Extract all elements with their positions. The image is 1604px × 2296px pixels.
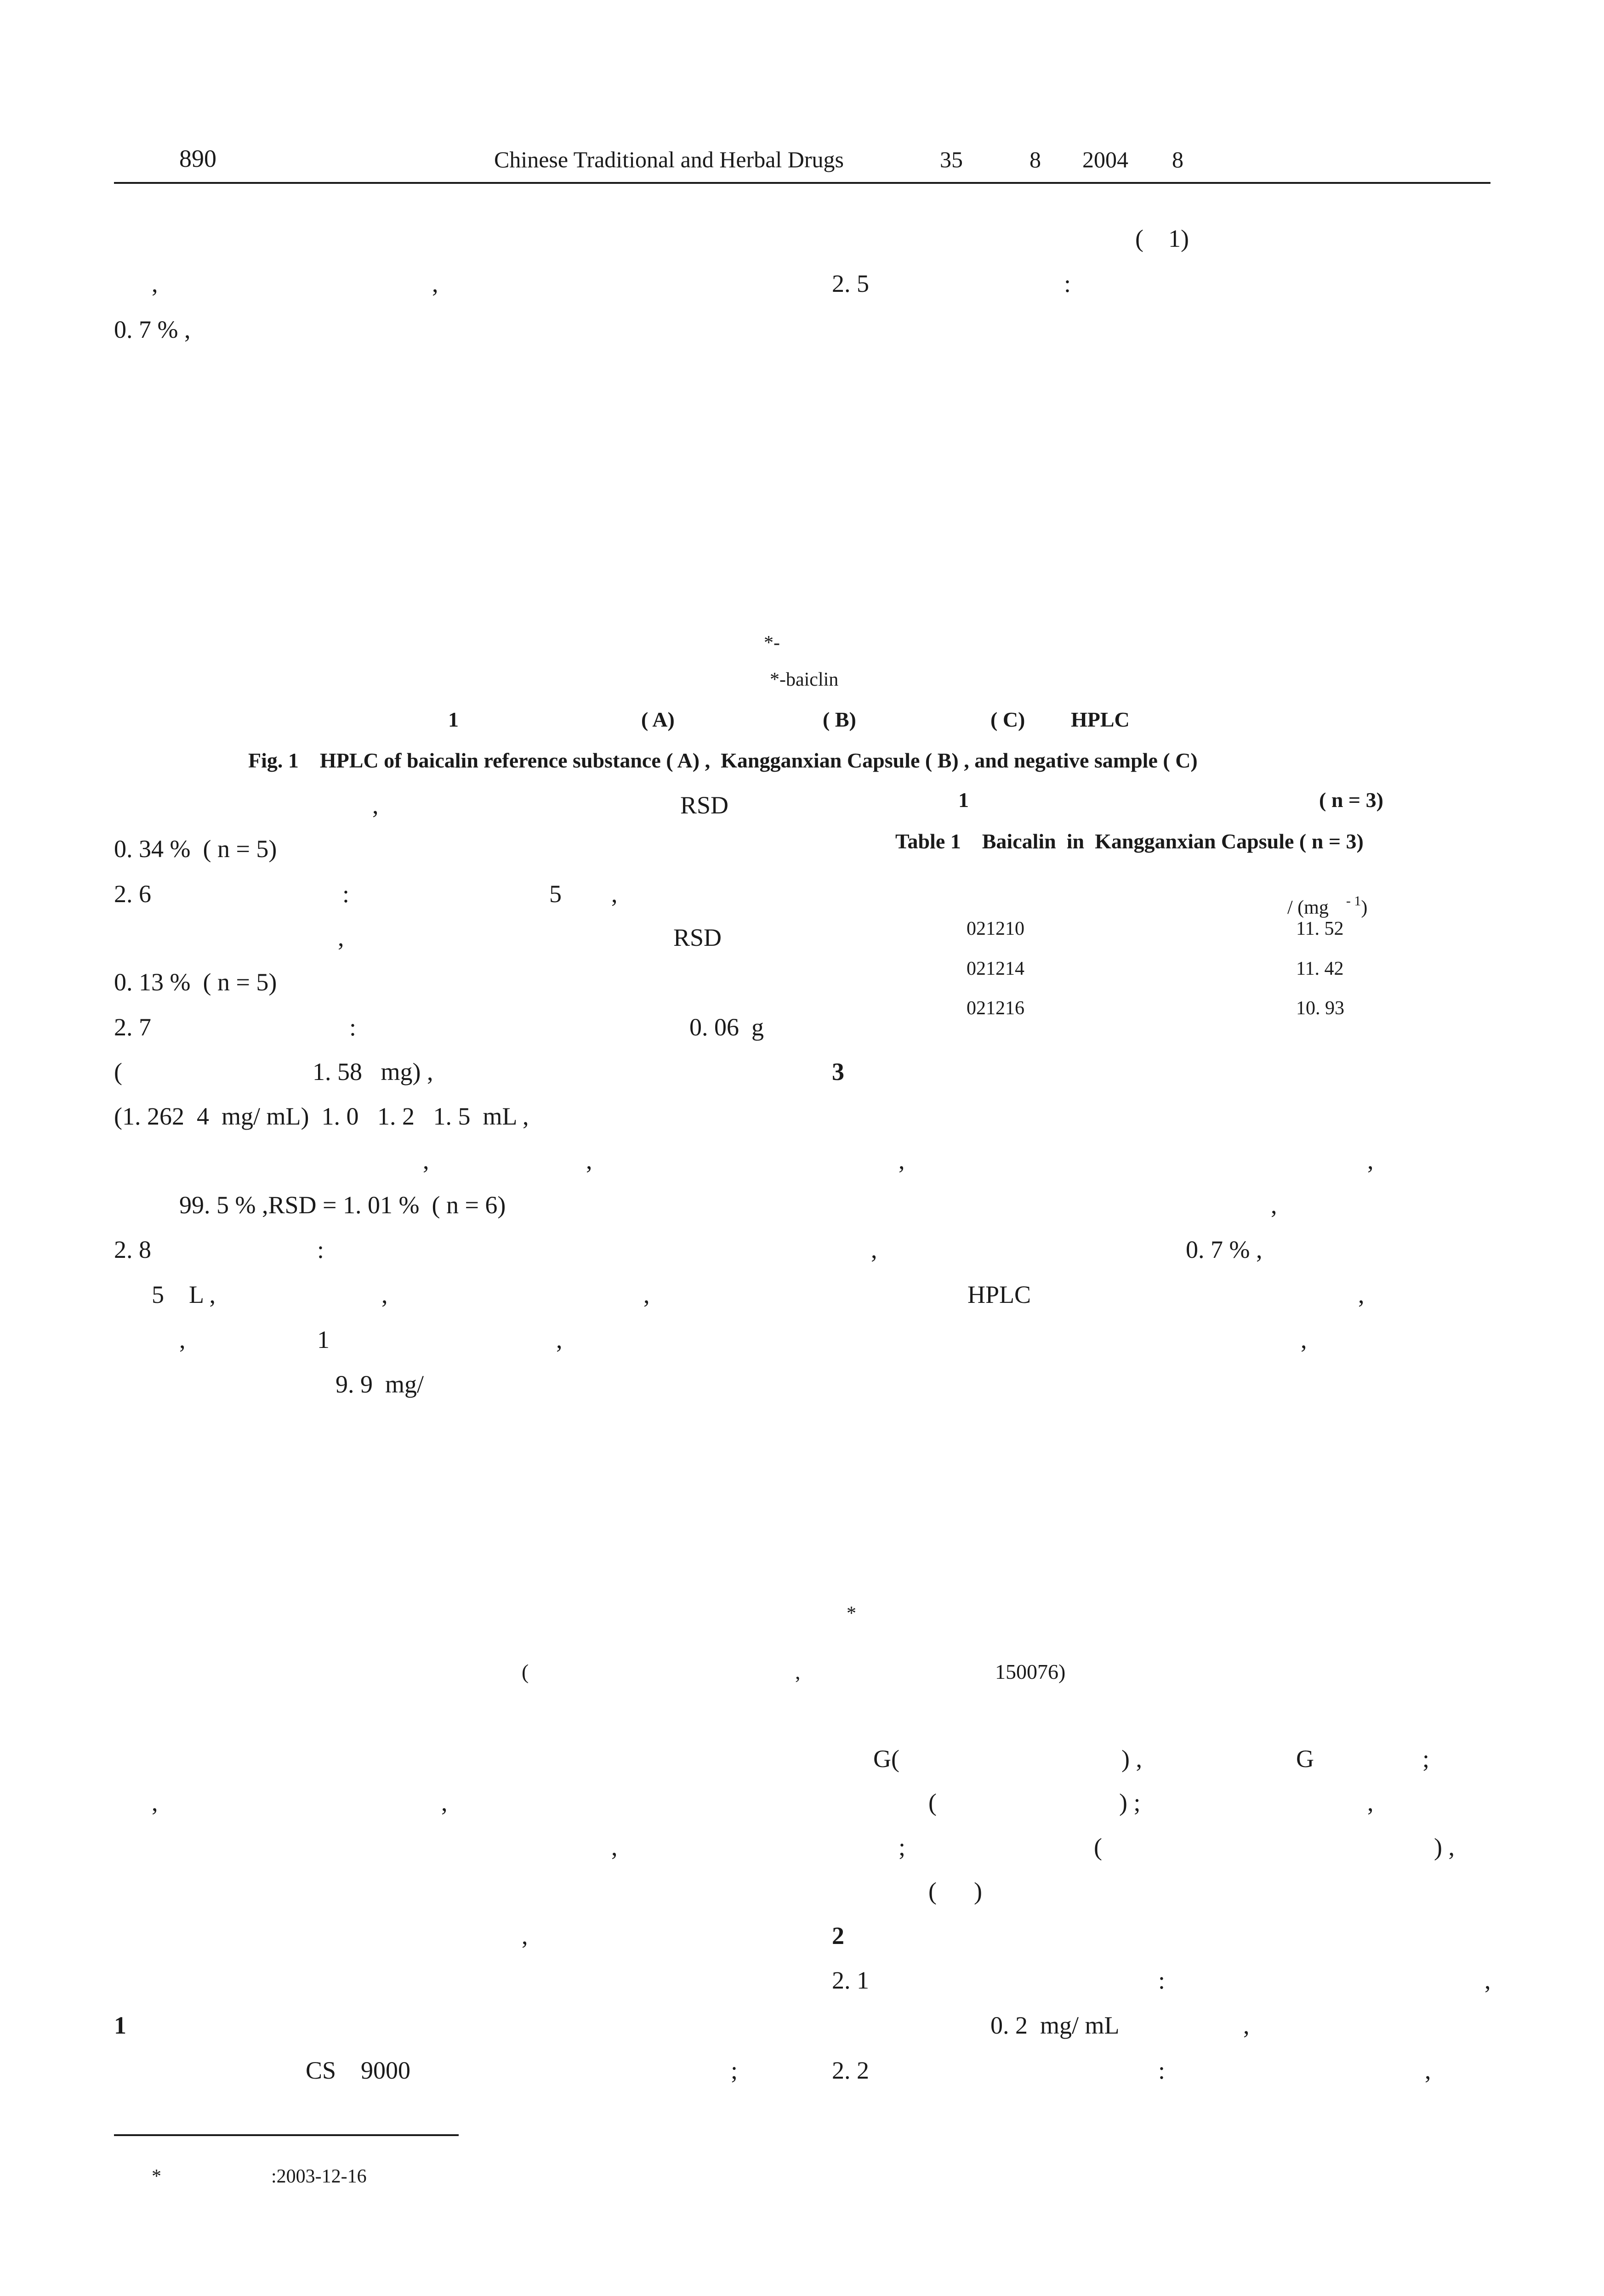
text-fragment: ; — [899, 1833, 906, 1861]
text-fragment: 9. 9 mg/ — [336, 1370, 424, 1398]
text-fragment: , — [1367, 1789, 1374, 1816]
text-fragment: , — [179, 1326, 186, 1353]
table-number: 1 — [958, 788, 969, 812]
section-number: 2. 1 — [832, 1966, 869, 1994]
text-fragment: 1 — [317, 1326, 330, 1353]
section-heading-2: 2 — [832, 1922, 844, 1949]
text-fragment: , — [372, 791, 379, 819]
text-fragment: ( ) — [928, 1877, 982, 1905]
text-fragment: 5 L , — [152, 1281, 216, 1308]
table-cell-batch: 021216 — [967, 998, 1024, 1019]
text-fragment: 0. 06 g — [689, 1013, 764, 1041]
text-fragment: , — [1367, 1147, 1374, 1174]
text-fragment: , — [441, 1789, 448, 1816]
peak-label-baicalin: *-baiclin — [770, 669, 839, 690]
text-fragment: ) , — [1121, 1745, 1142, 1773]
text-fragment: , — [152, 270, 158, 297]
header-rule — [114, 182, 1490, 184]
text-fragment: , — [611, 880, 618, 908]
text-fragment: , — [871, 1236, 877, 1263]
section-number: 2. 5 — [832, 270, 869, 297]
text-fragment: : — [317, 1236, 324, 1263]
text-fragment: G — [1296, 1745, 1314, 1773]
section-number: 2. 2 — [832, 2057, 869, 2084]
unit-close: ) — [1361, 897, 1368, 918]
concentration: 0. 2 mg/ mL — [990, 2012, 1120, 2039]
journal-volume: 35 — [940, 147, 963, 172]
section-heading-1: 1 — [114, 2012, 126, 2039]
table-cell-value: 11. 42 — [1296, 958, 1344, 979]
section-number: 2. 6 — [114, 880, 151, 908]
text-fragment: ( — [1094, 1833, 1102, 1861]
footnote-rule — [114, 2134, 459, 2136]
journal-name: Chinese Traditional and Herbal Drugs — [494, 147, 844, 172]
text-fragment: , — [611, 1833, 618, 1861]
text-fragment: , — [1358, 1281, 1365, 1308]
text-line: (1. 262 4 mg/ mL) 1. 0 1. 2 1. 5 mL , — [114, 1103, 529, 1130]
table-title: Table 1 Baicalin in Kangganxian Capsule ( n = 3) — [895, 830, 1364, 853]
footnote-date: :2003-12-16 — [271, 2166, 367, 2187]
journal-year: 2004 — [1082, 147, 1128, 172]
text-fragment: 0. 7 % , — [1186, 1236, 1263, 1263]
page-number: 890 — [179, 145, 216, 172]
text-fragment: , — [423, 1147, 429, 1174]
text-fragment: : — [349, 1013, 357, 1041]
figure-caption-b: ( B) — [823, 708, 856, 731]
journal-issue: 8 — [1030, 147, 1041, 172]
figure-caption-c: ( C) — [990, 708, 1025, 731]
text-fragment: ) , — [1434, 1833, 1455, 1861]
rsd-label: RSD — [680, 791, 729, 819]
hplc-text: HPLC — [967, 1281, 1031, 1308]
text-fragment: , — [586, 1147, 592, 1174]
journal-month: 8 — [1172, 147, 1183, 172]
table-column-unit — [1278, 879, 1367, 917]
rsd-label: RSD — [673, 924, 722, 951]
text-fragment: 1. 58 mg) , — [313, 1058, 433, 1085]
text-fragment: , — [1425, 2057, 1431, 2084]
text-fragment: ( — [928, 1789, 937, 1816]
text-fragment: , — [152, 1789, 158, 1816]
figure-caption-en: Fig. 1 HPLC of baicalin reference substance ( A) , Kangganxian Capsule ( B) , and negative sample ( C) — [248, 749, 1198, 772]
text-fragment: , — [381, 1281, 388, 1308]
text-fragment: , — [556, 1326, 563, 1353]
text-fragment: : — [342, 880, 350, 908]
section-number: 2. 7 — [114, 1013, 151, 1041]
text-fragment: : — [1158, 2057, 1166, 2084]
result-line: 0. 13 % ( n = 5) — [114, 968, 277, 996]
table-n: ( n = 3) — [1319, 788, 1383, 812]
table-cell-value: 10. 93 — [1296, 998, 1344, 1019]
text-fragment: : — [1064, 270, 1071, 297]
affiliation-zip: 150076) — [995, 1660, 1066, 1683]
text-fragment: ( — [114, 1058, 122, 1085]
figure-reference: ( 1) — [1135, 225, 1189, 252]
table-cell-batch: 021210 — [967, 918, 1024, 939]
text-fragment: 0. 7 % , — [114, 316, 191, 343]
table-cell-value: 11. 52 — [1296, 918, 1344, 939]
result-line: 0. 34 % ( n = 5) — [114, 835, 277, 863]
section-number: 2. 8 — [114, 1236, 151, 1263]
table-cell-batch: 021214 — [967, 958, 1024, 979]
text-fragment: ; — [1422, 1745, 1430, 1773]
text-fragment: , — [522, 1922, 528, 1949]
unit-text: / (mg — [1287, 897, 1329, 918]
footnote-star: * — [152, 2166, 161, 2187]
text-fragment: , — [1485, 1966, 1491, 1994]
text-fragment: , — [1301, 1326, 1307, 1353]
text-fragment: , — [899, 1147, 905, 1174]
text-fragment: 5 — [549, 880, 562, 908]
text-fragment: , — [432, 270, 438, 297]
figure-caption-number: 1 — [448, 708, 459, 731]
unit-superscript: - 1 — [1346, 893, 1361, 909]
figure-caption-hplc: HPLC — [1071, 708, 1130, 731]
affiliation-open: ( — [522, 1660, 529, 1683]
instrument-model: CS 9000 — [306, 2057, 411, 2084]
article-asterisk: * — [847, 1603, 856, 1624]
text-fragment: ) ; — [1119, 1789, 1141, 1816]
text-fragment: , — [643, 1281, 650, 1308]
recovery-line: 99. 5 % ,RSD = 1. 01 % ( n = 6) — [179, 1191, 506, 1219]
text-fragment: : — [1158, 1966, 1166, 1994]
figure-caption-a: ( A) — [641, 708, 675, 731]
text-fragment: G( — [873, 1745, 899, 1773]
affiliation-comma: , — [795, 1660, 801, 1683]
peak-label: *- — [764, 632, 780, 654]
text-fragment: , — [1243, 2012, 1250, 2039]
section-heading-3: 3 — [832, 1058, 844, 1085]
text-fragment: ; — [731, 2057, 738, 2084]
text-fragment: , — [1271, 1191, 1277, 1219]
text-fragment: , — [338, 924, 344, 951]
